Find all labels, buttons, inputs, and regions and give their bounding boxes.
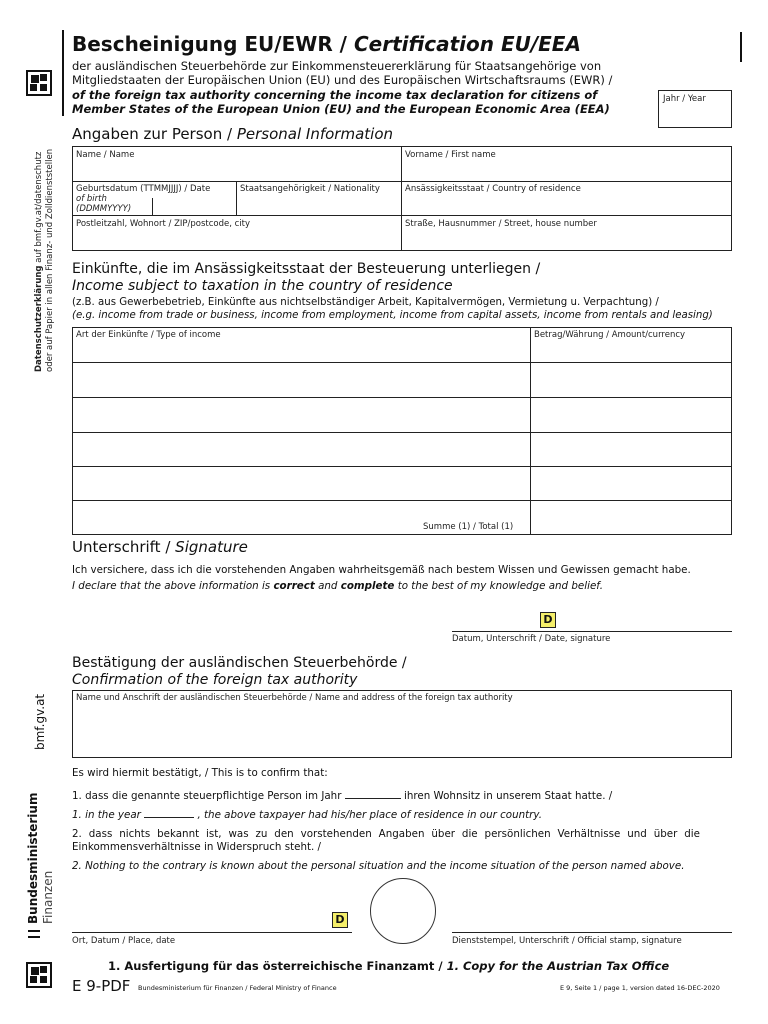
- subtitle-en: of the foreign tax authority concerning the income tax declaration for citizens of Member States of the European Union (EU) and the European Economic Area (EEA): [72, 88, 610, 116]
- ministry-logo: Bundesministerium Finanzen: [26, 792, 55, 924]
- name-field[interactable]: Name / Name: [76, 150, 135, 160]
- year-blank-en[interactable]: [144, 808, 194, 818]
- official-stamp-circle: [370, 878, 436, 944]
- confirm-item-2-de: 2. dass nichts bekannt ist, was zu den vorstehenden Angaben über die persönlichen Verhältnisse und über die Einkommensverhältnisse in Widerspruch steht. /: [72, 828, 700, 853]
- income-row[interactable]: [73, 467, 529, 499]
- page-title: Bescheinigung EU/EWR / Certification EU/EEA: [72, 32, 581, 56]
- section-heading-person: Angaben zur Person / Personal Information: [72, 125, 394, 143]
- signature-line[interactable]: [452, 631, 732, 632]
- qr-code-bottom: [26, 962, 52, 988]
- confirm-item-1-en: 1. in the year , the above taxpayer had his/her place of residence in our country.: [72, 809, 542, 821]
- declaration-de: Ich versichere, dass ich die vorstehenden Angaben wahrheitsgemäß nach bestem Wissen und Gewissen gemacht habe.: [72, 564, 691, 576]
- section-heading-signature: Unterschrift / Signature: [72, 538, 248, 556]
- confirm-item-2-en: 2. Nothing to the contrary is known about the personal situation and the income situation of the person named above.: [72, 860, 685, 872]
- ministry-logo-bars: [28, 930, 40, 938]
- income-examples: (z.B. aus Gewerbebetrieb, Einkünfte aus nichtselbständiger Arbeit, Kapitalvermögen, Vermietung u. Verpachtung) / (e.g. income from trade or business, income from employment, income from capital assets, income from rentals and leasing): [72, 297, 713, 321]
- section-heading-income: Einkünfte, die im Ansässigkeitsstaat der Besteuerung unterliegen / Income subject to taxation in the country of residence: [72, 261, 541, 294]
- privacy-notice: Datenschutzerklärung auf bmf.gv.at/datenschutz oder auf Papier in allen Finanz- und Zolldienststellen: [34, 148, 55, 372]
- income-total-label: Summe (1) / Total (1): [423, 522, 514, 532]
- income-type-header: Art der Einkünfte / Type of income: [76, 330, 221, 340]
- copy-note: 1. Ausfertigung für das österreichische Finanzamt / 1. Copy for the Austrian Tax Office: [108, 959, 670, 973]
- authority-field[interactable]: Name und Anschrift der ausländischen Steuerbehörde / Name and address of the foreign tax authority: [72, 690, 732, 758]
- income-row[interactable]: [73, 363, 529, 396]
- date-signature-label: Datum, Unterschrift / Date, signature: [452, 634, 611, 644]
- confirm-item-1-de: 1. dass die genannte steuerpflichtige Person im Jahr ihren Wohnsitz in unserem Staat hatte. /: [72, 790, 613, 802]
- year-field[interactable]: Jahr / Year: [658, 90, 732, 128]
- d-marker: D: [332, 912, 348, 928]
- declaration-en: I declare that the above information is correct and complete to the best of my knowledge and belief.: [72, 580, 603, 592]
- nationality-field[interactable]: Staatsangehörigkeit / Nationality: [240, 184, 380, 194]
- page-info: E 9, Seite 1 / page 1, version dated 16-DEC-2020: [560, 984, 720, 992]
- first-name-field[interactable]: Vorname / First name: [405, 150, 496, 160]
- income-row[interactable]: [73, 433, 529, 465]
- stamp-signature-label: Dienststempel, Unterschrift / Official stamp, signature: [452, 936, 682, 946]
- place-date-label: Ort, Datum / Place, date: [72, 936, 176, 946]
- section-heading-confirmation: Bestätigung der ausländischen Steuerbehörde / Confirmation of the foreign tax authority: [72, 655, 407, 688]
- date-of-birth-field[interactable]: Geburtsdatum (TTMMJJJJ) / Date of birth (DDMMYYYY): [76, 184, 211, 214]
- website-label[interactable]: bmf.gv.at: [33, 693, 47, 750]
- residence-field[interactable]: Ansässigkeitsstaat / Country of residence: [405, 184, 581, 194]
- crop-mark: [740, 32, 742, 62]
- qr-code-top: [26, 70, 52, 96]
- zip-city-field[interactable]: Postleitzahl, Wohnort / ZIP/postcode, city: [76, 219, 251, 229]
- income-amount-header: Betrag/Währung / Amount/currency: [534, 330, 686, 340]
- confirm-intro: Es wird hiermit bestätigt, / This is to confirm that:: [72, 767, 328, 779]
- title-accent-bar: [62, 30, 64, 116]
- d-marker: D: [540, 612, 556, 628]
- footer-ministry: Bundesministerium für Finanzen / Federal Ministry of Finance: [138, 984, 337, 992]
- street-field[interactable]: Straße, Hausnummer / Street, house number: [405, 219, 597, 229]
- year-blank[interactable]: [345, 789, 401, 799]
- subtitle-de: der ausländischen Steuerbehörde zur Einkommensteuererklärung für Staatsangehörige von Mitgliedstaaten der Europäischen Union (EU) und des Europäischen Wirtschaftsraums (EWR) /: [72, 59, 613, 87]
- place-date-line[interactable]: [72, 932, 352, 933]
- stamp-signature-line[interactable]: [452, 932, 732, 933]
- income-row[interactable]: [73, 398, 529, 431]
- income-total-field[interactable]: [531, 501, 731, 534]
- form-id: E 9-PDF: [72, 977, 131, 995]
